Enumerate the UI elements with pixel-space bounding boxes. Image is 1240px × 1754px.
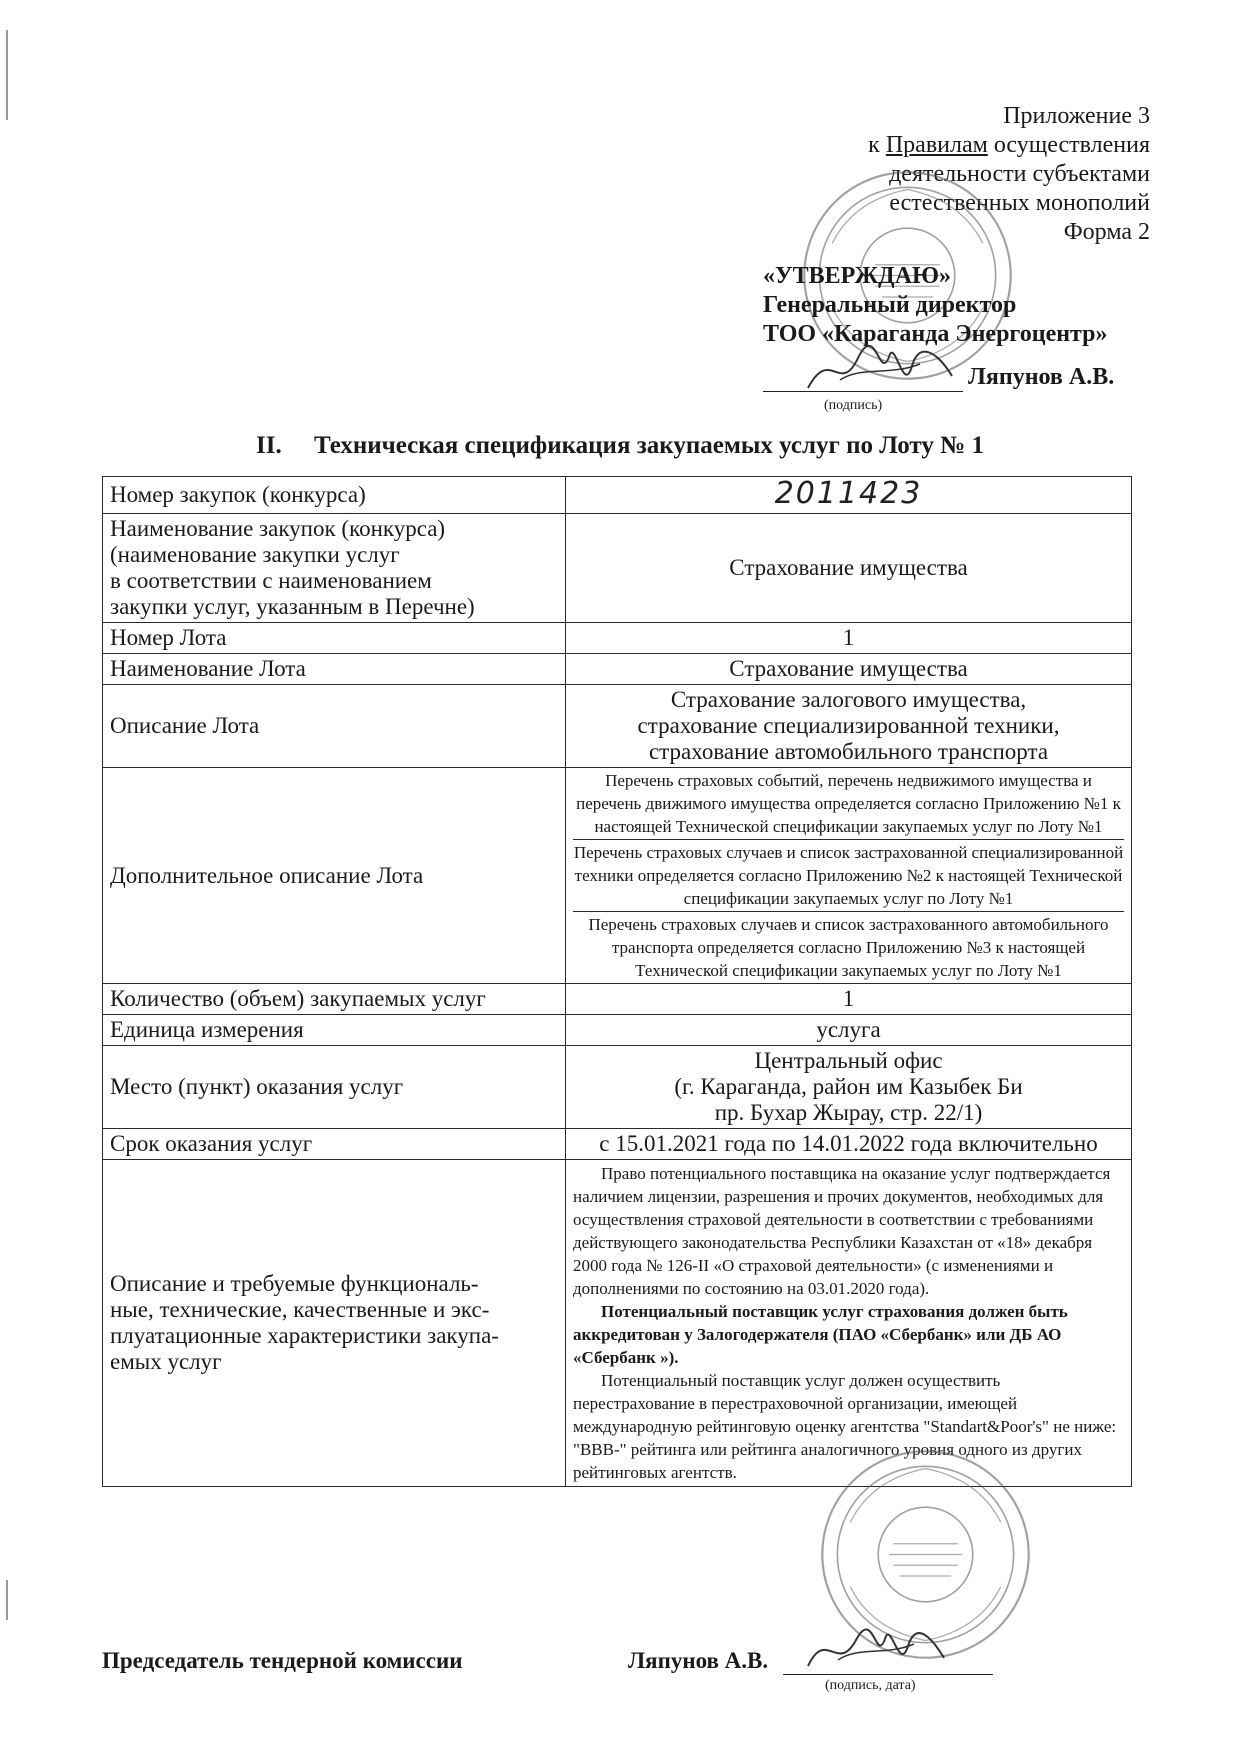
section-number: II.	[256, 432, 282, 459]
section-heading: Техническая спецификация закупаемых услуг по Лоту № 1	[314, 432, 984, 459]
lot-description-value: Страхование залогового имущества, страхование специализированной техники, страхование автомобильного транспорта	[566, 685, 1132, 768]
lot-name-value: Страхование имущества	[566, 654, 1132, 685]
table-row	[103, 514, 1132, 623]
service-place-value: Центральный офис (г. Караганда, район им Казыбек Би пр. Бухар Жырау, стр. 22/1)	[566, 1046, 1132, 1129]
signature-icon	[800, 336, 960, 402]
characteristics-label: Описание и требуемые функциональ- ные, технические, качественные и экс- плуатационные характеристики закупа- емых услуг	[103, 1160, 566, 1487]
table-row	[103, 984, 1132, 1015]
unit-label: Единица измерения	[103, 1015, 566, 1046]
table-row	[103, 623, 1132, 654]
lot-name-label: Наименование Лота	[103, 654, 566, 685]
scan-margin-mark	[6, 1580, 8, 1620]
section-title	[0, 432, 1240, 460]
service-term-value: с 15.01.2021 года по 14.01.2022 года включительно	[566, 1129, 1132, 1160]
chairman-name: Ляпунов А.В.	[628, 1648, 769, 1673]
characteristics-value	[566, 1160, 1132, 1487]
service-place-label: Место (пункт) оказания услуг	[103, 1046, 566, 1129]
table-row	[103, 1160, 1132, 1487]
appendix-line-3: деятельности субъектами	[889, 161, 1150, 187]
lot-number-value: 1	[566, 623, 1132, 654]
service-term-label: Срок оказания услуг	[103, 1129, 566, 1160]
table-row	[103, 654, 1132, 685]
approval-title: «УТВЕРЖДАЮ»	[763, 263, 952, 289]
rules-link[interactable]: Правилам	[885, 132, 988, 158]
characteristics-paragraph: Право потенциального поставщика на оказание услуг подтверждается наличием лицензии, разрешения и прочих документов, необходимых для осуществления страховой деятельности в соответствии с требованиями действующего законодательства Республики Казахстан от «18» декабря 2000 года № 126-II «О страховой деятельности» (с изменениями и дополнениями по состоянию на 03.01.2020 года).	[573, 1164, 1111, 1298]
scan-margin-mark	[6, 30, 8, 120]
lot-description-label: Описание Лота	[103, 685, 566, 768]
table-row	[103, 768, 1132, 984]
approval-signer: Ляпунов А.В.	[968, 364, 1115, 390]
lot-number-label: Номер Лота	[103, 623, 566, 654]
quantity-value: 1	[566, 984, 1132, 1015]
quantity-label: Количество (объем) закупаемых услуг	[103, 984, 566, 1015]
extra-description-item: Перечень страховых случаев и список застрахованной специализированной техники определяется согласно Приложению №2 к настоящей Технической спецификации закупаемых услуг по Лоту №1	[573, 840, 1124, 912]
procurement-name-label: Наименование закупок (конкурса) (наименование закупки услуг в соответствии с наименованием закупки услуг, указанным в Перечне)	[103, 514, 566, 623]
unit-value: услуга	[566, 1015, 1132, 1046]
procurement-name-value: Страхование имущества	[566, 514, 1132, 623]
characteristics-paragraph: Потенциальный поставщик услуг должен осуществить перестрахование в перестраховочной организации, имеющей международную рейтинговую оценку агентства "Standart&Poor's" не ниже: "BBB-" рейтинга или рейтинга аналогичного уровня одного из других рейтинговых агентств.	[573, 1371, 1117, 1482]
footer-signature-caption: (подпись, дата)	[825, 1678, 916, 1693]
appendix-line-4: естественных монополий	[889, 190, 1150, 216]
appendix-number: Приложение 3	[1003, 103, 1150, 129]
procurement-number-label: Номер закупок (конкурса)	[103, 477, 566, 514]
extra-description-item: Перечень страховых случаев и список застрахованного автомобильного транспорта определяется согласно Приложению №3 к настоящей Технической спецификации закупаемых услуг по Лоту №1	[588, 915, 1109, 980]
approval-position: Генеральный директор	[763, 292, 1017, 318]
table-row	[103, 1015, 1132, 1046]
approval-signature-caption: (подпись)	[824, 398, 883, 413]
table-row	[103, 477, 1132, 514]
characteristics-paragraph-bold: Потенциальный поставщик услуг страхования должен быть аккредитован у Залогодержателя (ПАО «Сбербанк» или ДБ АО «Сбербанк »).	[573, 1302, 1068, 1367]
table-row	[103, 685, 1132, 768]
approval-company: ТОО «Караганда Энергоцентр»	[763, 321, 1108, 347]
spec-table	[102, 476, 1132, 1487]
extra-description-value	[566, 768, 1132, 984]
extra-description-label: Дополнительное описание Лота	[103, 768, 566, 984]
table-row	[103, 1046, 1132, 1129]
signature-icon	[800, 1616, 950, 1680]
chairman-label: Председатель тендерной комиссии	[102, 1648, 463, 1673]
table-row	[103, 1129, 1132, 1160]
procurement-number-value: 2011423	[566, 477, 1132, 514]
form-number: Форма 2	[1063, 219, 1150, 245]
extra-description-item: Перечень страховых событий, перечень недвижимого имущества и перечень движимого имущества определяется согласно Приложению №1 к настоящей Технической спецификации закупаемых услуг по Лоту №1	[573, 768, 1124, 840]
appendix-rules-line: к Правилам осуществления	[868, 132, 1150, 158]
